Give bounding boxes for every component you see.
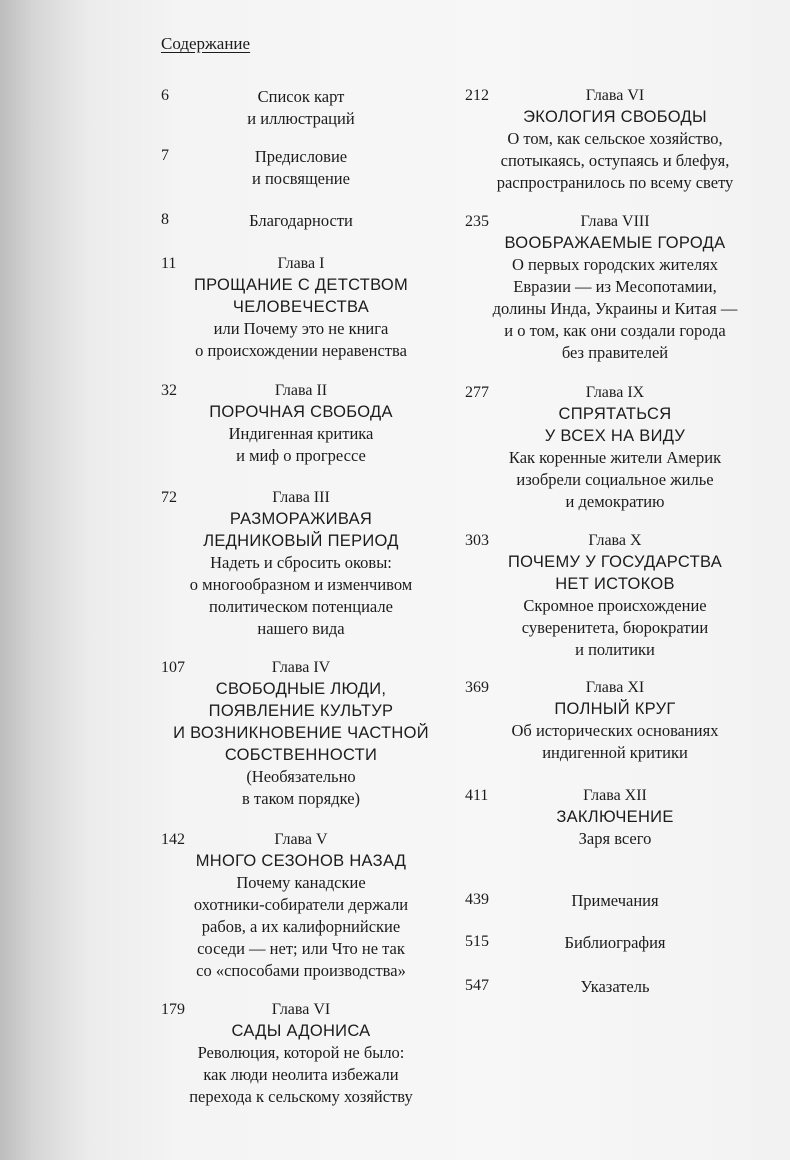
toc-page-number: 107 bbox=[161, 659, 185, 676]
entry-description: Индигенная критика bbox=[228, 424, 374, 443]
entry-description: Благодарности bbox=[249, 211, 353, 230]
entry-description: Указатель bbox=[580, 977, 650, 996]
entry-description: Почему канадские bbox=[236, 873, 366, 892]
chapter-label: Глава VI bbox=[271, 1001, 331, 1018]
toc-entry-text bbox=[465, 383, 765, 513]
entry-description: и миф о прогрессе bbox=[236, 446, 366, 465]
entry-description: рабов, а их калифорнийские bbox=[201, 917, 401, 936]
entry-description: О первых городских жителях bbox=[511, 255, 719, 274]
toc-entry-text bbox=[161, 830, 441, 982]
toc-entry bbox=[465, 212, 765, 364]
toc-entry-text bbox=[465, 86, 765, 194]
entry-description: без правителей bbox=[561, 343, 669, 362]
toc-page-number: 179 bbox=[161, 1001, 185, 1018]
entry-description: политическом потенциале bbox=[209, 597, 393, 616]
chapter-title: НЕТ ИСТОКОВ bbox=[555, 575, 675, 593]
toc-entry-text bbox=[161, 381, 441, 467]
entry-description: Скромное происхождение bbox=[523, 596, 707, 615]
chapter-title: ВООБРАЖАЕМЫЕ ГОРОДА bbox=[504, 234, 726, 252]
toc-entry-text bbox=[465, 531, 765, 661]
entry-description: Евразии — из Месопотамии, bbox=[513, 277, 717, 296]
toc-entry-text bbox=[161, 488, 441, 640]
toc-entry bbox=[161, 146, 441, 190]
toc-page-number: 142 bbox=[161, 831, 185, 848]
chapter-title: МНОГО СЕЗОНОВ НАЗАД bbox=[195, 852, 407, 870]
chapter-title: ПОЯВЛЕНИЕ КУЛЬТУР bbox=[208, 702, 394, 720]
toc-entry bbox=[161, 86, 441, 130]
toc-page-number: 277 bbox=[465, 384, 489, 401]
toc-entry bbox=[161, 488, 441, 640]
toc-entry-text bbox=[465, 890, 765, 912]
entry-description: Список карт bbox=[257, 87, 345, 106]
entry-description: О том, как сельское хозяйство, bbox=[507, 129, 723, 148]
toc-entry-text bbox=[161, 86, 441, 130]
chapter-title: РАЗМОРАЖИВАЯ bbox=[229, 510, 373, 528]
toc-entry bbox=[465, 786, 765, 850]
toc-entry bbox=[161, 254, 441, 362]
chapter-title: ПОРОЧНАЯ СВОБОДА bbox=[209, 403, 393, 421]
toc-page-number: 515 bbox=[465, 933, 489, 950]
entry-description: и иллюстраций bbox=[247, 109, 355, 128]
toc-page-number: 6 bbox=[161, 87, 169, 104]
toc-entry-text bbox=[465, 786, 765, 850]
toc-entry bbox=[161, 830, 441, 982]
toc-page-number: 7 bbox=[161, 147, 169, 164]
chapter-label: Глава XII bbox=[583, 787, 647, 804]
toc-entry-text bbox=[465, 976, 765, 998]
entry-description: Предисловие bbox=[254, 147, 348, 166]
toc-page-number: 8 bbox=[161, 211, 169, 228]
entry-description: суверенитета, бюрократии bbox=[521, 618, 709, 637]
toc-page-number: 547 bbox=[465, 977, 489, 994]
entry-description: о многообразном и изменчивом bbox=[189, 575, 413, 594]
entry-description: Примечания bbox=[571, 891, 659, 910]
entry-description: (Необязательно bbox=[246, 767, 356, 786]
entry-description: нашего вида bbox=[257, 619, 345, 638]
chapter-label: Глава VI bbox=[585, 87, 645, 104]
chapter-title: ПРОЩАНИЕ С ДЕТСТВОМ bbox=[193, 276, 409, 294]
toc-page-number: 369 bbox=[465, 679, 489, 696]
toc-entry bbox=[161, 381, 441, 467]
entry-description: долины Инда, Украины и Китая — bbox=[492, 299, 738, 318]
toc-entry-text bbox=[465, 678, 765, 764]
entry-description: спотыкаясь, оступаясь и блефуя, bbox=[500, 151, 730, 170]
toc-entry-text bbox=[161, 658, 441, 810]
entry-description: перехода к сельскому хозяйству bbox=[189, 1087, 413, 1106]
toc-entry-text bbox=[161, 254, 441, 362]
toc-entry bbox=[465, 890, 765, 912]
toc-page-number: 11 bbox=[161, 255, 177, 272]
entry-description: Заря всего bbox=[578, 829, 652, 848]
chapter-label: Глава V bbox=[274, 831, 328, 848]
entry-description: охотники-собиратели держали bbox=[193, 895, 409, 914]
toc-page-number: 32 bbox=[161, 382, 177, 399]
toc-page-number: 303 bbox=[465, 532, 489, 549]
entry-description: изобрели социальное жилье bbox=[516, 470, 714, 489]
chapter-label: Глава I bbox=[277, 255, 325, 272]
chapter-title: ЧЕЛОВЕЧЕСТВА bbox=[232, 298, 370, 316]
entry-description: или Почему это не книга bbox=[213, 319, 389, 338]
chapter-title: ЭКОЛОГИЯ СВОБОДЫ bbox=[523, 108, 707, 126]
toc-entry-text bbox=[465, 212, 765, 364]
toc-entry bbox=[465, 383, 765, 513]
chapter-label: Глава III bbox=[272, 489, 330, 506]
toc-entry bbox=[161, 658, 441, 810]
toc-entry bbox=[161, 1000, 441, 1108]
toc-entry bbox=[161, 210, 441, 232]
toc-entry bbox=[465, 678, 765, 764]
entry-description: Библиография bbox=[564, 933, 666, 952]
page-title: Содержание bbox=[161, 34, 251, 53]
chapter-title: СВОБОДНЫЕ ЛЮДИ, bbox=[215, 680, 387, 698]
chapter-title: СОБСТВЕННОСТИ bbox=[224, 746, 378, 764]
chapter-label: Глава IV bbox=[271, 659, 331, 676]
chapter-title: ЗАКЛЮЧЕНИЕ bbox=[556, 808, 674, 826]
toc-page-number: 411 bbox=[465, 787, 489, 804]
entry-description: Революция, которой не было: bbox=[197, 1043, 405, 1062]
toc-entry bbox=[465, 86, 765, 194]
toc-entry bbox=[465, 976, 765, 998]
entry-description: соседи — нет; или Что не так bbox=[197, 939, 405, 958]
chapter-label: Глава VIII bbox=[580, 213, 650, 230]
toc-page-number: 439 bbox=[465, 891, 489, 908]
chapter-title: САДЫ АДОНИСА bbox=[231, 1022, 371, 1040]
entry-description: индигенной критики bbox=[542, 743, 688, 762]
toc-left-column bbox=[161, 0, 441, 1160]
chapter-title: ПОЧЕМУ У ГОСУДАРСТВА bbox=[507, 553, 723, 571]
toc-entry-text bbox=[161, 210, 441, 232]
toc-right-column bbox=[465, 0, 765, 1160]
entry-description: Надеть и сбросить оковы: bbox=[210, 553, 392, 572]
entry-description: о происхождении неравенства bbox=[195, 341, 407, 360]
chapter-title: ЛЕДНИКОВЫЙ ПЕРИОД bbox=[203, 532, 399, 550]
chapter-title: СПРЯТАТЬСЯ bbox=[558, 405, 672, 423]
chapter-label: Глава IX bbox=[585, 384, 645, 401]
entry-description: и демократию bbox=[565, 492, 665, 511]
toc-entry-text bbox=[465, 932, 765, 954]
entry-description: Как коренные жители Америк bbox=[508, 448, 722, 467]
chapter-title: И ВОЗНИКНОВЕНИЕ ЧАСТНОЙ bbox=[173, 724, 429, 742]
toc-entry bbox=[465, 531, 765, 661]
toc-page-number: 72 bbox=[161, 489, 177, 506]
toc-page-number: 235 bbox=[465, 213, 489, 230]
toc-entry-text bbox=[161, 146, 441, 190]
entry-description: и посвящение bbox=[252, 169, 350, 188]
chapter-label: Глава X bbox=[588, 532, 642, 549]
chapter-label: Глава XI bbox=[585, 679, 645, 696]
entry-description: Об исторических основаниях bbox=[511, 721, 719, 740]
entry-description: как люди неолита избежали bbox=[203, 1065, 399, 1084]
toc-entry bbox=[465, 932, 765, 954]
chapter-title: У ВСЕХ НА ВИДУ bbox=[544, 427, 686, 445]
toc-entry-text bbox=[161, 1000, 441, 1108]
chapter-title: ПОЛНЫЙ КРУГ bbox=[554, 700, 676, 718]
entry-description: и политики bbox=[575, 640, 655, 659]
chapter-label: Глава II bbox=[274, 382, 328, 399]
entry-description: со «способами производства» bbox=[196, 961, 406, 980]
entry-description: и о том, как они создали города bbox=[504, 321, 726, 340]
toc-page-number: 212 bbox=[465, 87, 489, 104]
entry-description: распространилось по всему свету bbox=[496, 173, 734, 192]
entry-description: в таком порядке) bbox=[241, 789, 361, 808]
